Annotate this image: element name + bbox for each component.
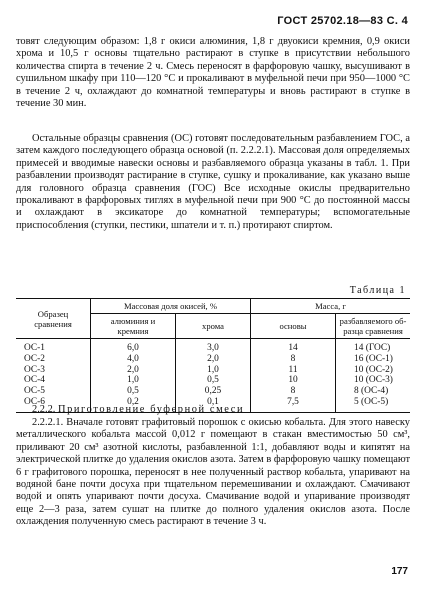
cell-base: 11 [251,365,336,376]
cell-diluted: 16 (ОС-1) [354,353,393,364]
cell-base: 7,5 [251,397,336,412]
cell-base: 8 [251,354,336,365]
cell-sample: ОС-4 [16,375,91,386]
section-title: Приготовление буферной смеси [58,404,245,415]
col-al-si-line1: алюминия и [110,316,156,326]
cell-diluted: 8 (ОС-4) [354,386,389,397]
col-sample-line1: Образец [37,308,69,319]
cell-cr: 0,25 [176,386,251,397]
cell-sample: ОС-6 [16,397,91,412]
col-sample-line2: сравнения [34,318,72,329]
cell-al-si: 0,5 [91,386,176,397]
cell-base: 10 [251,375,336,386]
col-diluted-line2: разца сравнения [343,326,403,336]
cell-sample: ОС-5 [16,386,91,397]
section-heading [16,404,410,416]
cell-cr: 1,0 [176,365,251,376]
col-mass-frac-header: Массовая доля окисей, % [91,299,251,314]
paragraph-samples: Остальные образцы сравнения (ОС) готовят последовательным разбавлением ГОС, а затем каждого последующего образца основой (п. 2.2.2.1). Массовая доля определяемых примесей и вводимые навески основы и разбавляемого образца указаны в табл. 1. При разбавлении производят растирание в ступке, сушку и прокаливание, как указано выше для головного образца сравнения (ГОС) Все исходные окислы предварительно прокаливают в фарфоровых тиглях в муфельной печи при 900 °С до постоянной массы и охлаждают в эксикаторе до комнатной температуры; вспомогательные приспособления (ступки, пестики, шпатели и т. п.) протирают спиртом. [16,133,410,231]
col-al-si-line2: кремния [117,326,149,336]
samples-table [16,298,410,413]
cell-cr: 0,1 [176,397,251,412]
cell-diluted: 14 (ГОС) [354,343,391,353]
col-mass-header: Масса, г [251,299,411,314]
cell-al-si: 6,0 [91,339,176,354]
col-sample-header [16,299,91,339]
cell-base: 14 [251,339,336,354]
cell-base: 8 [251,386,336,397]
table-row [16,339,410,354]
col-diluted-header [336,314,411,339]
cell-sample: ОС-3 [16,365,91,376]
section-number: 2.2.2. [32,404,56,415]
cell-al-si: 2,0 [91,365,176,376]
table-row [16,375,410,386]
cell-cr: 3,0 [176,339,251,354]
cell-sample: ОС-1 [16,339,91,354]
cell-diluted: 10 (ОС-2) [354,364,393,375]
cell-sample: ОС-2 [16,354,91,365]
table-row [16,386,410,397]
col-cr-header: хрома [176,314,251,339]
col-al-si-header [91,314,176,339]
table-row [16,354,410,365]
page-number: 177 [391,566,408,577]
col-diluted-line1: разбавляемого об- [339,316,407,326]
paragraph-intro: товят следующим образом: 1,8 г окиси алюминия, 1,8 г двуокиси кремния, 0,9 окиси хрома и 10,5 г основы тщательно растирают в ступке в присутствии небольшого количества спирта в течение 2 ч. Смесь переносят в фарфоровую чашку, высушивают в сушильном шкафу при 110—120 °С и прокаливают в муфельной печи при 950—1000 °С в течение 2 ч, охлаждают до комнатной температуры и вновь растирают в ступке в течение 30 мин. [16,36,410,110]
cell-al-si: 0,2 [91,397,176,412]
cell-diluted: 10 (ОС-3) [354,375,393,386]
cell-cr: 2,0 [176,354,251,365]
cell-al-si: 4,0 [91,354,176,365]
col-base-header: основы [251,314,336,339]
cell-diluted: 5 (ОС-5) [354,396,389,407]
gost-header: ГОСТ 25702.18—83 С. 4 [277,15,408,27]
paragraph-buffer: 2.2.2.1. Вначале готовят графитовый порошок с окисью кобальта. Для этого навеску металлического кобальта массой 0,012 г помещают в стакан вместимостью 50 см³, приливают 20 см³ азотной кислоты, разбавленной 1:1, добавляют воды и кипятят на электрической плитке до удаления окислов азота. Затем в фарфоровую чашку помещают 6 г графитового порошка, переносят в нее полученный раствор кобальта, упаривают на водяной бане почти досуха при тщательном перемешивании и охлаждают. Смачивают водой и опять упаривают почти досуха. Смачивание водой и упаривание производят еще 2—3 раза, затем сушат на плитке до полного удаления окислов азота. После охлаждения полученную смесь растирают в течение 3 ч. [16,417,410,528]
table-caption: Таблица 1 [349,285,406,296]
cell-al-si: 1,0 [91,375,176,386]
cell-cr: 0,5 [176,375,251,386]
table-row [16,365,410,376]
